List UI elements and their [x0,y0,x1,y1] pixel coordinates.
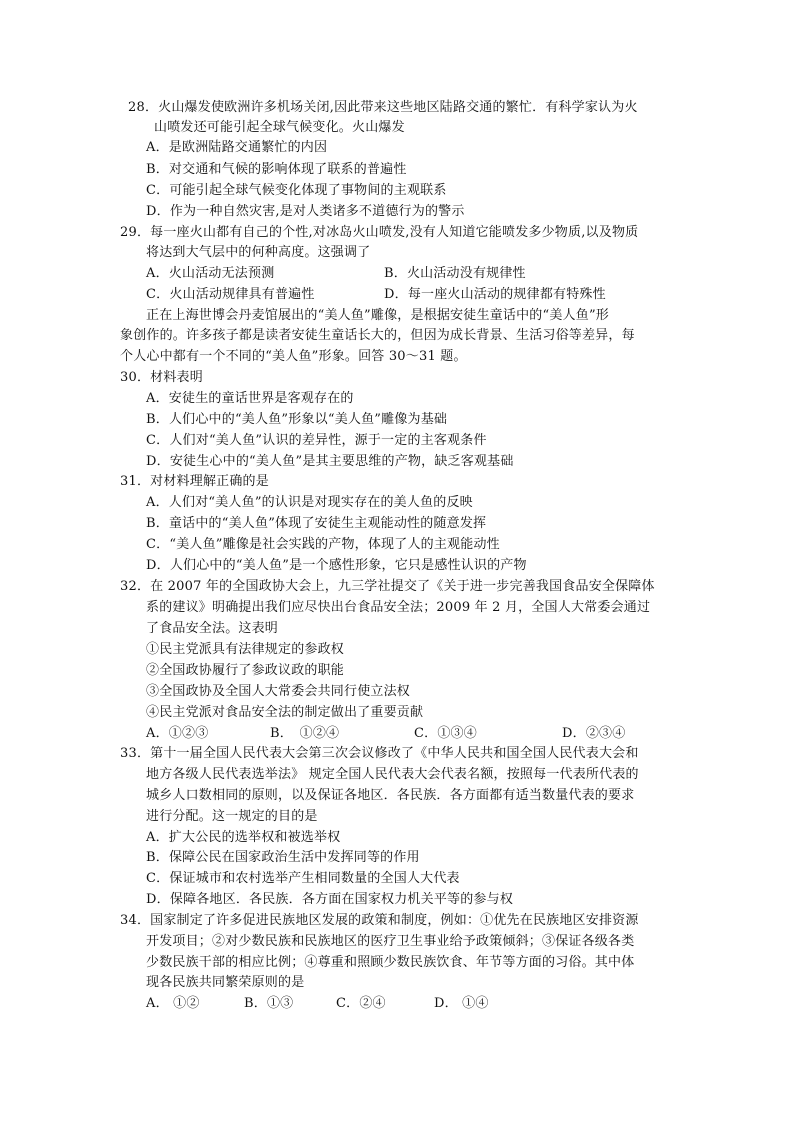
q32-option-d: D．②③④ [562,726,626,741]
q32-statement-4: ④民主党派对食品安全法的制定做出了重要贡献 [146,705,424,720]
q33-stem-line2: 地方各级人民代表选举法》 规定全国人民代表大会代表名额，按照每一代表所代表的 [146,767,639,782]
q33-option-d: D．保障各地区．各民族．各方面在国家权力机关平等的参与权 [146,892,514,907]
material-line2: 象创作的。许多孩子都是读者安徒生童话长大的，但因为成长背景、生活习俗等差异，每 [120,328,635,343]
material-line3: 个人心中都有一个不同的“美人鱼”形象。回答 30～31 题。 [120,349,467,364]
q33-stem-line1: 33．第十一届全国人民代表大会第三次会议修改了《中华人民共和国全国人民代表大会和 [120,746,639,761]
q31-option-a: A．人们对“美人鱼”的认识是对现实存在的美人鱼的反映 [146,495,473,510]
q32-option-a: A．①②③ [146,726,209,741]
q34-stem-line2: 开发项目；②对少数民族和民族地区的医疗卫生事业给予政策倾斜；③保证各级各类 [146,934,635,949]
q34-option-d: D． ①④ [434,996,489,1011]
q30-option-b: B．人们心中的“美人鱼”形象以“美人鱼”雕像为基础 [146,412,448,427]
q32-statement-3: ③全国政协及全国人大常委会共同行使立法权 [146,684,411,699]
q31-option-b: B．童话中的“美人鱼”体现了安徒生主观能动性的随意发挥 [146,516,487,531]
q29-stem-line2: 将达到大气层中的何种高度。这强调了 [146,245,371,260]
q33-option-b: B．保障公民在国家政治生活中发挥同等的作用 [146,850,420,865]
q32-stem-line2: 系的建议》明确提出我们应尽快出台食品安全法；2009 年 2 月，全国人大常委会通过 [146,600,651,615]
q34-stem-line1: 34．国家制定了许多促进民族地区发展的政策和制度，例如：①优先在民族地区安排资源 [120,913,639,928]
q32-statement-1: ①民主党派具有法律规定的参政权 [146,642,345,657]
q32-option-c: C．①③④ [414,726,477,741]
material-line1: 正在上海世博会丹麦馆展出的“美人鱼”雕像，是根据安徒生童话中的“美人鱼”形 [146,308,609,323]
q28-option-c: C．可能引起全球气候变化体现了事物间的主观联系 [146,183,447,198]
q30-option-a: A．安徒生的童话世界是客观存在的 [146,391,354,406]
q31-option-d: D．人们心中的“美人鱼”是一个感性形象，它只是感性认识的产物 [146,558,527,573]
q30-stem: 30．材料表明 [120,370,203,385]
q32-option-b: B． ①②④ [270,726,340,741]
q29-stem-line1: 29．每一座火山都有自己的个性,对冰岛火山喷发,没有人知道它能喷发多少物质,以及物质 [120,225,639,240]
q34-option-a: A． ①② [146,996,200,1011]
q32-stem-line3: 了食品安全法。这表明 [146,621,279,636]
q30-option-d: D．安徒生心中的“美人鱼”是其主要思维的产物，缺乏客观基础 [146,454,514,469]
q28-option-a: A．是欧洲陆路交通繁忙的内因 [146,140,328,155]
q29-option-c: C．火山活动规律具有普遍性 [146,287,315,302]
q28-stem-line1: 28．火山爆发使欧洲许多机场关闭,因此带来这些地区陆路交通的繁忙．有科学家认为火 [128,100,638,115]
q28-option-d: D．作为一种自然灾害,是对人类诸多不道德行为的警示 [146,204,465,219]
q28-stem-line2: 山喷发还可能引起全球气候变化。火山爆发 [154,120,405,135]
q33-stem-line4: 进行分配。这一规定的目的是 [146,809,318,824]
q33-stem-line3: 城乡人口数相同的原则，以及保证各地区．各民族．各方面都有适当数量代表的要求 [146,788,635,803]
q30-option-c: C．人们对“美人鱼”认识的差异性，源于一定的主客观条件 [146,433,487,448]
q29-option-d: D．每一座火山活动的规律都有特殊性 [384,287,606,302]
q32-statement-2: ②全国政协履行了参政议政的职能 [146,663,345,678]
q34-stem-line3: 少数民族干部的相应比例；④尊重和照顾少数民族饮食、年节等方面的习俗。其中体 [146,955,635,970]
q34-option-b: B．①③ [244,996,294,1011]
q31-stem: 31．对材料理解正确的是 [120,474,269,489]
q34-option-c: C．②④ [336,996,386,1011]
q28-option-b: B．对交通和气候的影响体现了联系的普遍性 [146,162,407,177]
q33-option-c: C．保证城市和农村选举产生相同数量的全国人大代表 [146,871,460,886]
q29-option-a: A．火山活动无法预测 [146,266,275,281]
q29-option-b: B．火山活动没有规律性 [384,266,526,281]
q31-option-c: C．“美人鱼”雕像是社会实践的产物，体现了人的主观能动性 [146,537,500,552]
q33-option-a: A．扩大公民的选举权和被选举权 [146,830,341,845]
q34-stem-line4: 现各民族共同繁荣原则的是 [146,975,305,990]
q32-stem-line1: 32．在 2007 年的全国政协大会上，九三学社提交了《关于进一步完善我国食品安全保障体 [120,579,655,594]
